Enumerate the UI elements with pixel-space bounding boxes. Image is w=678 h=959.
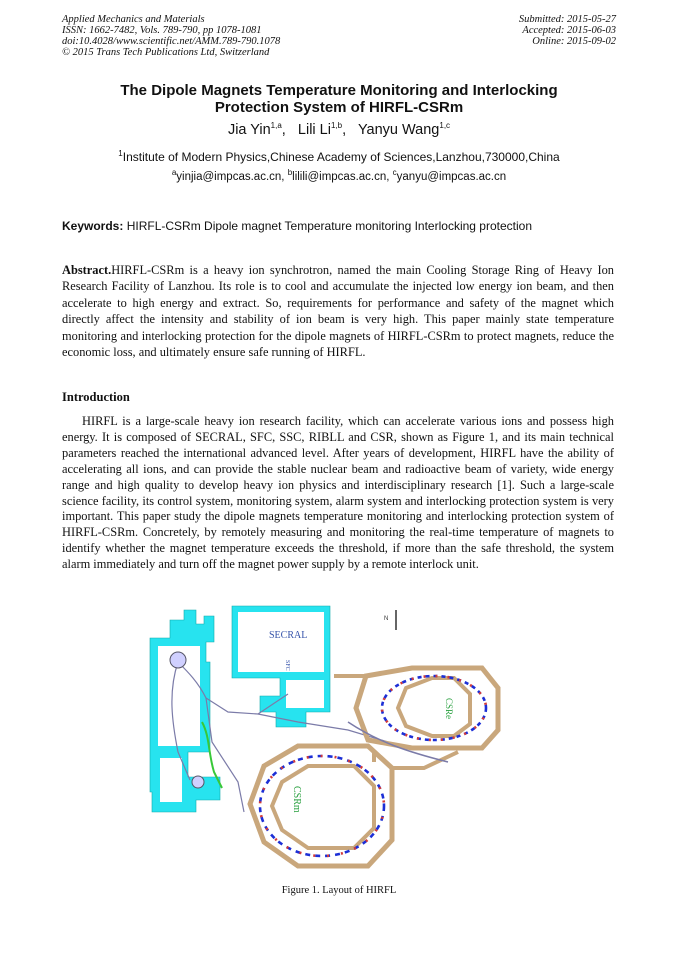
- accepted-date: Accepted: 2015-06-03: [522, 25, 616, 36]
- abstract-label: Abstract.: [62, 263, 112, 277]
- email-b: lilili@impcas.ac.cn,: [292, 171, 390, 183]
- dates-header: [519, 14, 616, 47]
- author-3-sup: 1,c: [439, 121, 451, 131]
- email-a: yinjia@impcas.ac.cn,: [176, 171, 285, 183]
- csre-label: CSRe: [444, 698, 454, 720]
- author-1-sup: 1,a: [270, 121, 282, 131]
- north-label: N: [384, 616, 389, 622]
- keywords: [62, 219, 532, 233]
- issn-line: ISSN: 1662-7482, Vols. 789-790, pp 1078-1081: [62, 25, 262, 36]
- ssc-cyclotron: [192, 776, 204, 788]
- title-line-1: The Dipole Magnets Temperature Monitoring and Interlocking: [120, 82, 558, 99]
- abstract: [62, 262, 614, 360]
- journal-header: [62, 14, 280, 58]
- email-a-sup: a: [171, 168, 177, 178]
- figure-caption: Figure 1. Layout of HIRFL: [281, 885, 397, 896]
- author-2: Lili Li: [297, 122, 331, 138]
- online-date: Online: 2015-09-02: [532, 36, 616, 47]
- author-3: Yanyu Wang: [357, 122, 440, 138]
- csrm-ring: [250, 746, 392, 866]
- secral-label: SECRAL: [269, 630, 308, 641]
- abstract-text: HIRFL-CSRm is a heavy ion synchrotron, named the main Cooling Storage Ring of Heavy Ion Research Facility of Lanzhou. Its role is to cool and accumulate the injected low energy ion beam, and then accelerate to high energy and extract. So, requirements for performance and safety of the magnet which directly affect the intensity and stability of ion beam is very high. This paper mainly state temperature monitoring and interlocking protection for the dipole magnets of HIRFL-CSRm to protect magnets, reduce the economic loss, and ultimately ensure safe running of HIRFL.: [62, 263, 614, 360]
- title-line-2: Protection System of HIRFL-CSRm: [214, 99, 464, 116]
- email-list: [60, 168, 618, 183]
- introduction-text: HIRFL is a large-scale heavy ion research facility, which can accelerate various ions and possess high energy. It is composed of SECRAL, SFC, SSC, RIBLL and CSR, shown as Figure 1, and its main technical parameters reached the international advanced level. After years of development, HIRFL have the ability of accelerating all ions, and can provide the stable nuclear beam and radioactive beam of variety, wide energy range and high quality to develop heavy ion physics and interdisciplinary research [1]. Such a large-scale science facility, its control system, monitoring system, alarm system and interlocking protection system is very important. This paper study the dipole magnets temperature monitoring and interlocking protection system of HIRFL-CSRm. Concretely, by remotely measuring and monitoring the real-time temperature of magnets to identify whether the magnet temperature exceeds the threshold, if more than the safe threshold, the system alarm immediately and turn off the magnet power supply by a remote interlock unit.: [62, 414, 614, 572]
- keywords-text: HIRFL-CSRm Dipole magnet Temperature monitoring Interlocking protection: [126, 219, 532, 233]
- csre-ring: [356, 668, 498, 748]
- affiliation: [60, 150, 618, 164]
- sfc-cyclotron: [170, 652, 186, 668]
- paper-title: [60, 82, 618, 116]
- affiliation-sup: 1: [118, 149, 123, 158]
- author-2-sup: 1,b: [330, 121, 343, 131]
- author-1: Jia Yin: [227, 122, 271, 138]
- transfer-tunnels: [334, 676, 458, 768]
- email-b-sup: b: [287, 168, 293, 178]
- affiliation-text: Institute of Modern Physics,Chinese Academy of Sciences,Lanzhou,730000,China: [122, 150, 560, 164]
- sfc-label: SFC: [284, 660, 290, 671]
- email-c-sup: c: [392, 168, 397, 178]
- csrm-label: CSRm: [291, 786, 302, 813]
- author-list: Jia Yin$^{1,a}$, Lili Li$^{1,b}$, Yanyu Wang$^{1,c}$: [227, 121, 451, 138]
- submitted-date: Submitted: 2015-05-27: [518, 14, 616, 25]
- copyright-line: © 2015 Trans Tech Publications Ltd, Switzerland: [62, 47, 270, 58]
- section-heading-introduction: Introduction: [62, 390, 130, 404]
- journal-name: Applied Mechanics and Materials: [62, 14, 205, 25]
- doi-line: doi:10.4028/www.scientific.net/AMM.789-790.1078: [62, 36, 281, 47]
- email-c: yanyu@impcas.ac.cn: [396, 171, 507, 183]
- keywords-label: Keywords:: [62, 219, 124, 233]
- hirfl-layout-figure: [148, 602, 510, 884]
